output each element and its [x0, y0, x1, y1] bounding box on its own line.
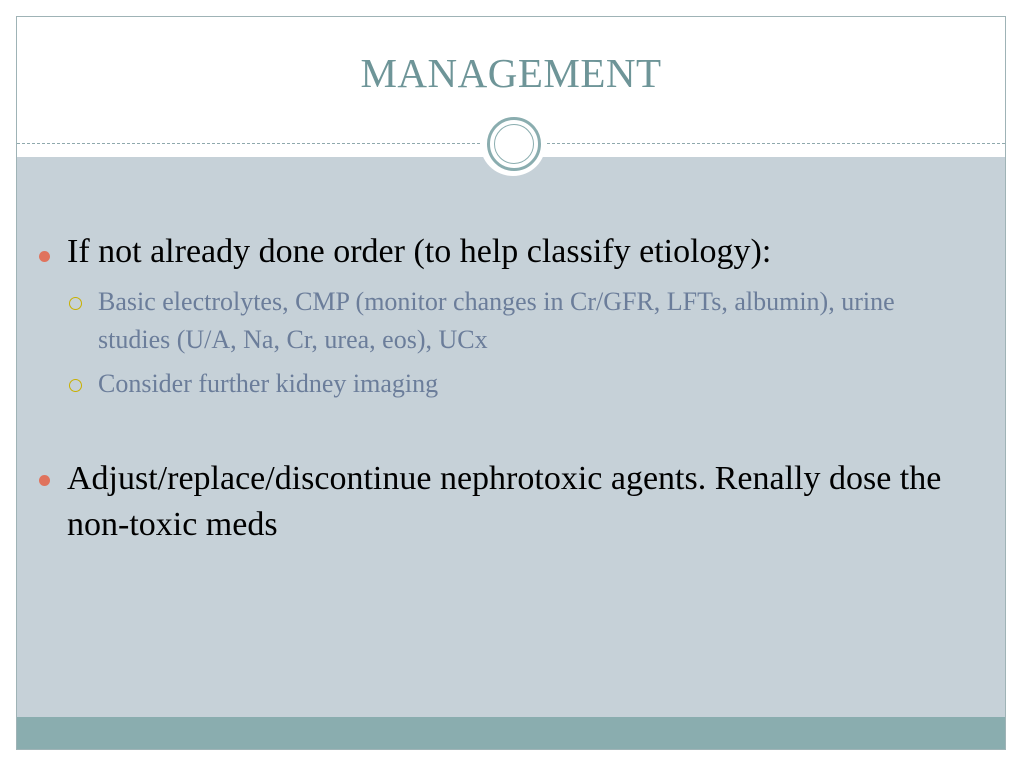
bullet-dot-icon	[39, 251, 50, 262]
sub-bullet-ring-icon	[69, 379, 82, 392]
sub-bullet-ring-icon	[69, 297, 82, 310]
content-area	[17, 157, 1005, 717]
bullet-1-text: If not already done order (to help classify etiology):	[67, 233, 772, 270]
bullet-2-text: Adjust/replace/discontinue nephrotoxic agents. Renally dose the non-toxic meds	[67, 460, 942, 543]
slide	[16, 16, 1006, 750]
footer-bar	[17, 717, 1005, 750]
bullet-dot-icon	[39, 475, 50, 486]
circle-inner-ring	[494, 124, 534, 164]
sub-bullet-1-text: Basic electrolytes, CMP (monitor changes in Cr/GFR, LFTs, albumin), urine studies (U/A, Na, Cr, urea, eos), UCx	[98, 287, 895, 354]
sub-bullet-2-text: Consider further kidney imaging	[98, 369, 439, 398]
slide-title: MANAGEMENT	[360, 50, 662, 96]
